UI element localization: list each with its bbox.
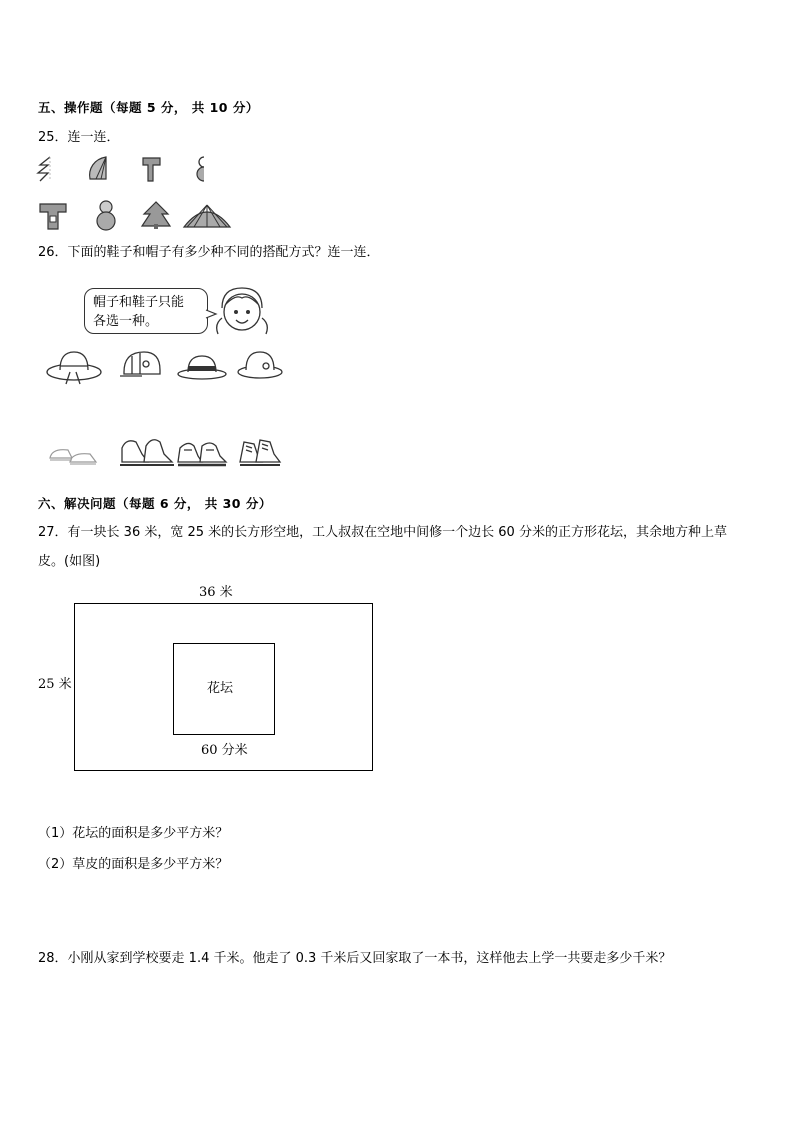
question-26: 26．下面的鞋子和帽子有多少种不同的搭配方式？连一连． <box>38 245 380 260</box>
shoes-sneaker-icon <box>176 436 228 470</box>
hat-cap-icon <box>118 348 164 384</box>
question-27-line-2: 皮。(如图) <box>38 554 101 569</box>
square-side-label: 60 分米 <box>201 743 248 758</box>
speech-line-2: 各选一种。 <box>93 314 159 329</box>
question-28: 28．小刚从家到学校要走 1.4 千米。他走了 0.3 千米后又回家取了一本书，这样他去上学一共要走多少千米？ <box>38 951 672 966</box>
q25-half-house-icon <box>140 155 166 183</box>
hat-flower-icon <box>236 348 284 382</box>
shoes-laced-icon <box>238 436 282 470</box>
speech-line-1: 帽子和鞋子只能 <box>93 295 185 310</box>
hat-ribbon-icon <box>44 346 104 386</box>
flowerbed-label: 花坛 <box>207 681 234 696</box>
shoes-boot-icon <box>118 432 176 470</box>
question-25: 25．连一连． <box>38 130 120 145</box>
length-label: 36 米 <box>199 585 233 600</box>
speech-bubble <box>84 288 208 334</box>
q25-tree-icon <box>140 200 172 230</box>
q25-house-icon <box>38 201 68 231</box>
section-5-heading: 五、操作题（每题 5 分， 共 10 分） <box>38 100 259 115</box>
question-27-sub-1: （1）花坛的面积是多少平方米？ <box>38 826 229 841</box>
girl-icon <box>212 284 272 340</box>
q25-half-snowman-icon <box>192 155 212 183</box>
q25-half-umbrella-icon <box>86 155 114 183</box>
q25-umbrella-icon <box>182 203 232 231</box>
question-27-line-1: 27．有一块长 36 米，宽 25 米的长方形空地，工人叔叔在空地中间修一个边长 60 分米的正方形花坛，其余地方种上草 <box>38 525 727 540</box>
q25-snowman-icon <box>94 199 118 231</box>
q25-half-tree-icon <box>36 155 62 183</box>
width-label: 25 米 <box>38 677 72 692</box>
question-27-sub-2: （2）草皮的面积是多少平方米？ <box>38 857 229 872</box>
hat-fedora-icon <box>176 352 228 382</box>
section-6-heading: 六、解决问题（每题 6 分， 共 30 分） <box>38 496 272 511</box>
shoes-slipper-icon <box>46 440 100 470</box>
